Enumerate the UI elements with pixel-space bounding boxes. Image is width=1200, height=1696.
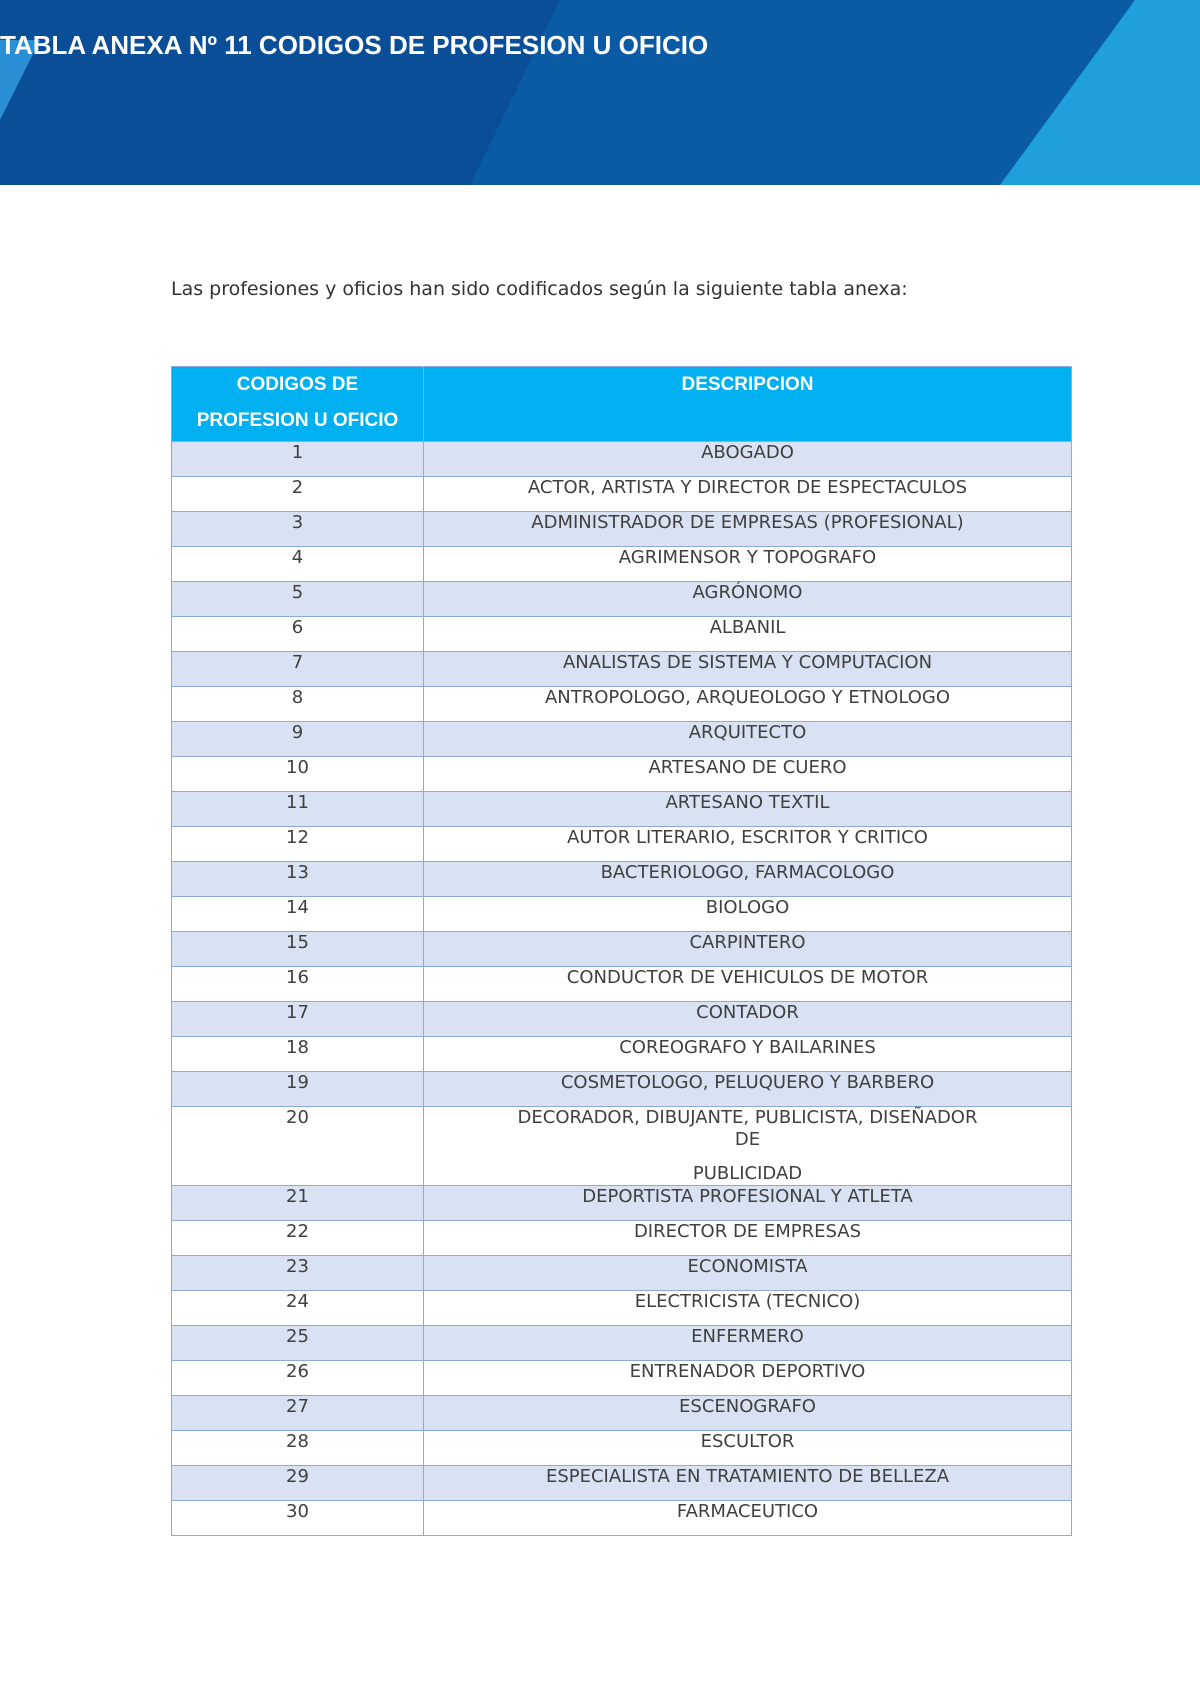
description-cell: AGRÓNOMO <box>424 582 1072 617</box>
table-row <box>172 862 1072 897</box>
table-row <box>172 1256 1072 1291</box>
table-row <box>172 512 1072 547</box>
table-row <box>172 1361 1072 1396</box>
banner-background <box>0 0 1200 185</box>
description-cell: ALBANIL <box>424 617 1072 652</box>
description-cell: ABOGADO <box>424 442 1072 477</box>
table-row <box>172 547 1072 582</box>
code-cell: 14 <box>172 897 424 932</box>
code-cell: 4 <box>172 547 424 582</box>
table-row <box>172 1107 1072 1186</box>
description-cell: ELECTRICISTA (TECNICO) <box>424 1291 1072 1326</box>
column-header-description: DESCRIPCION <box>424 367 1072 442</box>
table-row <box>172 1221 1072 1256</box>
description-cell: DEPORTISTA PROFESIONAL Y ATLETA <box>424 1186 1072 1221</box>
table-header-row <box>172 367 1072 442</box>
table-row <box>172 1002 1072 1037</box>
table-row <box>172 722 1072 757</box>
table-row <box>172 827 1072 862</box>
table-row <box>172 1501 1072 1536</box>
description-cell: ESPECIALISTA EN TRATAMIENTO DE BELLEZA <box>424 1466 1072 1501</box>
description-cell: CARPINTERO <box>424 932 1072 967</box>
code-cell: 10 <box>172 757 424 792</box>
code-cell: 12 <box>172 827 424 862</box>
description-cell: ECONOMISTA <box>424 1256 1072 1291</box>
description-cell: COSMETOLOGO, PELUQUERO Y BARBERO <box>424 1072 1072 1107</box>
description-cell: ARTESANO DE CUERO <box>424 757 1072 792</box>
table-row <box>172 757 1072 792</box>
table-row <box>172 1291 1072 1326</box>
description-cell: ESCULTOR <box>424 1431 1072 1466</box>
code-cell: 15 <box>172 932 424 967</box>
code-cell: 8 <box>172 687 424 722</box>
description-cell: CONDUCTOR DE VEHICULOS DE MOTOR <box>424 967 1072 1002</box>
description-cell: ENTRENADOR DEPORTIVO <box>424 1361 1072 1396</box>
description-cell: BACTERIOLOGO, FARMACOLOGO <box>424 862 1072 897</box>
code-cell: 30 <box>172 1501 424 1536</box>
code-cell: 24 <box>172 1291 424 1326</box>
table-row <box>172 617 1072 652</box>
table-row <box>172 477 1072 512</box>
table-row <box>172 1396 1072 1431</box>
column-header-code-line1: CODIGOS DE <box>236 374 359 395</box>
description-cell: ADMINISTRADOR DE EMPRESAS (PROFESIONAL) <box>424 512 1072 547</box>
code-cell: 2 <box>172 477 424 512</box>
description-cell: ANALISTAS DE SISTEMA Y COMPUTACION <box>424 652 1072 687</box>
table-row <box>172 1186 1072 1221</box>
table-row <box>172 897 1072 932</box>
description-cell <box>424 1107 1072 1186</box>
table-row <box>172 792 1072 827</box>
table-row <box>172 687 1072 722</box>
code-cell: 6 <box>172 617 424 652</box>
table-row <box>172 967 1072 1002</box>
code-cell: 17 <box>172 1002 424 1037</box>
code-cell: 1 <box>172 442 424 477</box>
description-cell: ENFERMERO <box>424 1326 1072 1361</box>
description-line: DE <box>734 1129 761 1150</box>
code-cell: 27 <box>172 1396 424 1431</box>
code-cell: 29 <box>172 1466 424 1501</box>
table-row <box>172 1431 1072 1466</box>
code-cell: 7 <box>172 652 424 687</box>
description-cell: AGRIMENSOR Y TOPOGRAFO <box>424 547 1072 582</box>
code-cell: 13 <box>172 862 424 897</box>
description-cell: ACTOR, ARTISTA Y DIRECTOR DE ESPECTACULOS <box>424 477 1072 512</box>
table-row <box>172 652 1072 687</box>
table-body <box>172 442 1072 1536</box>
code-cell: 28 <box>172 1431 424 1466</box>
description-cell: COREOGRAFO Y BAILARINES <box>424 1037 1072 1072</box>
description-cell: ANTROPOLOGO, ARQUEOLOGO Y ETNOLOGO <box>424 687 1072 722</box>
description-cell: AUTOR LITERARIO, ESCRITOR Y CRITICO <box>424 827 1072 862</box>
code-cell: 11 <box>172 792 424 827</box>
page-title: TABLA ANEXA Nº 11 CODIGOS DE PROFESION U OFICIO <box>0 30 709 60</box>
description-cell: FARMACEUTICO <box>424 1501 1072 1536</box>
code-cell: 5 <box>172 582 424 617</box>
code-cell: 26 <box>172 1361 424 1396</box>
description-line: PUBLICIDAD <box>692 1163 803 1184</box>
intro-text: Las profesiones y oficios han sido codificados según la siguiente tabla anexa: <box>171 278 908 300</box>
table-row <box>172 442 1072 477</box>
description-cell: ESCENOGRAFO <box>424 1396 1072 1431</box>
header-banner <box>0 0 1200 185</box>
column-header-code-line2: PROFESION U OFICIO <box>196 410 399 431</box>
table-row <box>172 1326 1072 1361</box>
code-cell: 3 <box>172 512 424 547</box>
description-cell: ARTESANO TEXTIL <box>424 792 1072 827</box>
code-cell: 19 <box>172 1072 424 1107</box>
code-cell: 22 <box>172 1221 424 1256</box>
code-cell: 21 <box>172 1186 424 1221</box>
table-row <box>172 932 1072 967</box>
column-header-code <box>172 367 424 442</box>
table-row <box>172 1466 1072 1501</box>
code-cell: 20 <box>172 1107 424 1186</box>
code-cell: 23 <box>172 1256 424 1291</box>
table-row <box>172 1072 1072 1107</box>
description-cell: CONTADOR <box>424 1002 1072 1037</box>
description-cell: BIOLOGO <box>424 897 1072 932</box>
code-cell: 16 <box>172 967 424 1002</box>
table-row <box>172 582 1072 617</box>
table-row <box>172 1037 1072 1072</box>
code-cell: 9 <box>172 722 424 757</box>
profession-codes-table <box>171 366 1072 1536</box>
description-line: DECORADOR, DIBUJANTE, PUBLICISTA, DISEÑADOR <box>517 1107 978 1128</box>
code-cell: 18 <box>172 1037 424 1072</box>
description-cell: DIRECTOR DE EMPRESAS <box>424 1221 1072 1256</box>
code-cell: 25 <box>172 1326 424 1361</box>
banner-dark-band <box>0 0 560 185</box>
description-cell: ARQUITECTO <box>424 722 1072 757</box>
